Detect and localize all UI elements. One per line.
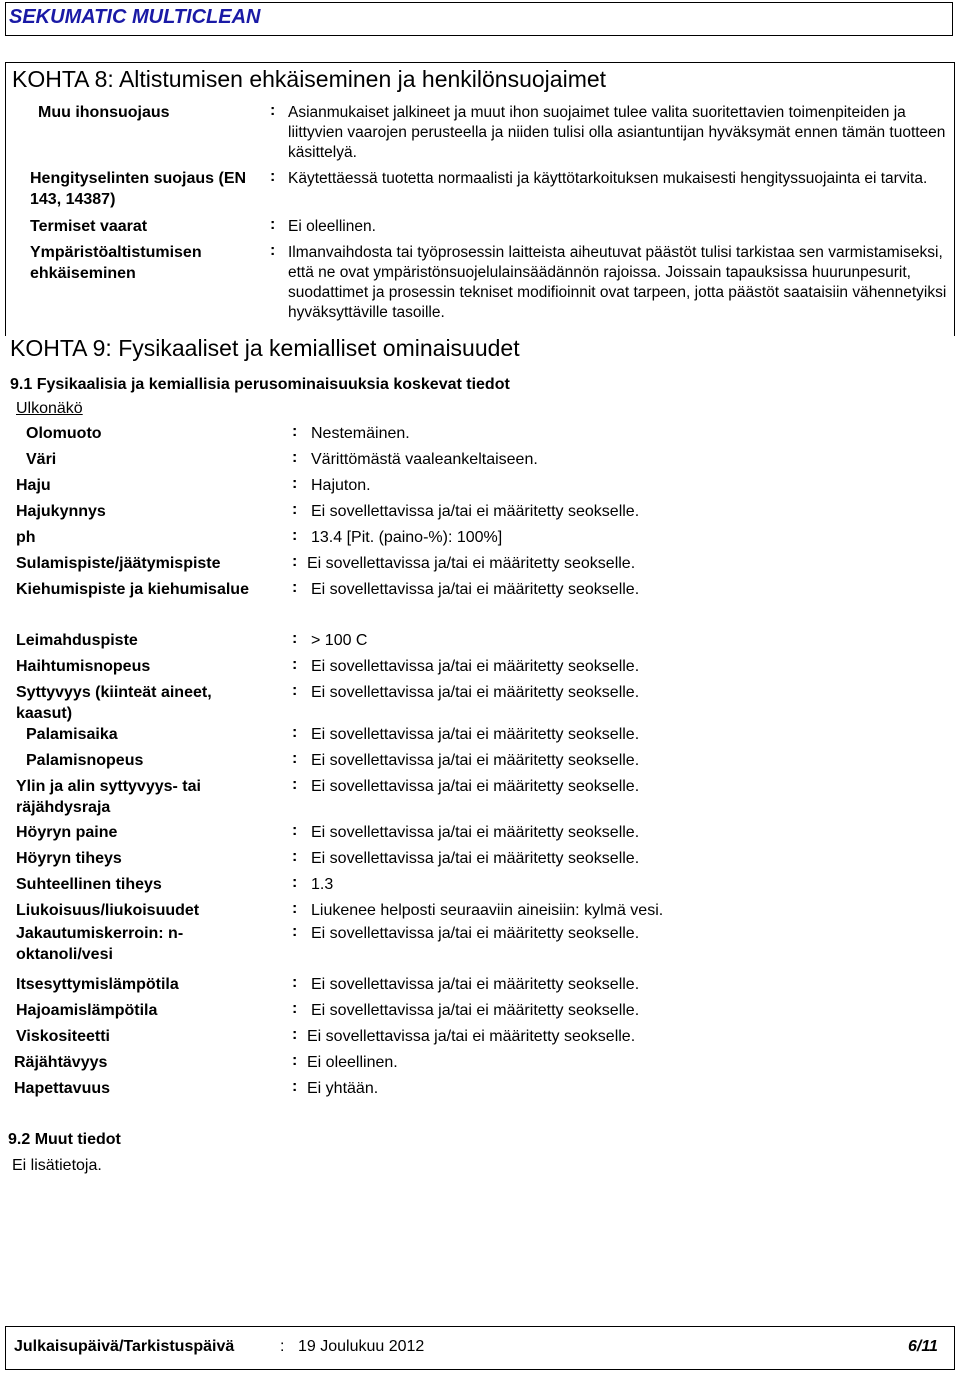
text-thermal-hazards: Ei oleellinen. bbox=[288, 218, 376, 235]
text-respiratory-protection: Käytettäessä tuotetta normaalisti ja käyttötarkoituksen mukaisesti hengityssuojainta ei tarvita. bbox=[288, 170, 928, 187]
prop-value-explosive-properties: Ei oleellinen. bbox=[307, 1054, 398, 1071]
colon: : bbox=[292, 750, 298, 767]
colon: : bbox=[292, 874, 298, 891]
prop-value-burning-time: Ei sovellettavissa ja/tai ei määritetty seokselle. bbox=[311, 726, 640, 743]
prop-value-partition-coefficient: Ei sovellettavissa ja/tai ei määritetty seokselle. bbox=[311, 925, 640, 942]
footer-date-label: Julkaisupäivä/Tarkistuspäivä bbox=[14, 1338, 235, 1355]
prop-label-odor-threshold: Hajukynnys bbox=[16, 503, 106, 520]
prop-label-form: Olomuoto bbox=[26, 425, 102, 442]
product-title: SEKUMATIC MULTICLEAN bbox=[9, 6, 261, 28]
prop-label-ph: ph bbox=[16, 529, 36, 546]
colon: : bbox=[292, 900, 298, 917]
label-other-skin-protection: Muu ihonsuojaus bbox=[38, 104, 170, 121]
prop-label-relative-density: Suhteellinen tiheys bbox=[16, 876, 162, 893]
prop-label-color: Väri bbox=[26, 451, 57, 468]
colon: : bbox=[292, 423, 298, 440]
prop-label-explosive-properties: Räjähtävyys bbox=[14, 1054, 108, 1071]
prop-value-flammability: Ei sovellettavissa ja/tai ei määritetty seokselle. bbox=[311, 684, 640, 701]
prop-value-burning-rate: Ei sovellettavissa ja/tai ei määritetty seokselle. bbox=[311, 752, 640, 769]
prop-value-flash-point: > 100 C bbox=[311, 632, 368, 649]
prop-value-oxidizing-properties: Ei yhtään. bbox=[307, 1080, 379, 1097]
prop-label-flash-point: Leimahduspiste bbox=[16, 632, 138, 649]
prop-label-boiling-point: Kiehumispiste ja kiehumisalue bbox=[16, 581, 249, 598]
prop-value-decomposition-temperature: Ei sovellettavissa ja/tai ei määritetty seokselle. bbox=[311, 1002, 640, 1019]
colon: : bbox=[292, 923, 298, 940]
colon: : bbox=[292, 1026, 298, 1043]
prop-value-evaporation-rate: Ei sovellettavissa ja/tai ei määritetty seokselle. bbox=[311, 658, 640, 675]
colon: : bbox=[292, 1052, 298, 1069]
prop-label-explosive-limits: Ylin ja alin syttyvyys- tai räjähdysraja bbox=[16, 778, 201, 816]
prop-value-autoignition-temperature: Ei sovellettavissa ja/tai ei määritetty seokselle. bbox=[311, 976, 640, 993]
colon: : bbox=[270, 242, 276, 259]
prop-label-melting-point: Sulamispiste/jäätymispiste bbox=[16, 555, 221, 572]
label-thermal-hazards: Termiset vaarat bbox=[30, 218, 148, 235]
prop-label-solubility: Liukoisuus/liukoisuudet bbox=[16, 902, 200, 919]
prop-value-ph: 13.4 [Pit. (paino-%): 100%] bbox=[311, 529, 503, 546]
footer-date-value: 19 Joulukuu 2012 bbox=[298, 1338, 425, 1355]
prop-value-melting-point: Ei sovellettavissa ja/tai ei määritetty seokselle. bbox=[307, 555, 636, 572]
prop-label-viscosity: Viskositeetti bbox=[16, 1028, 110, 1045]
text-environmental-exposure: Ilmanvaihdosta tai työprosessin laitteista aiheutuvat päästöt tulisi tarkistaa sen varmistamiseksi, että ne ovat ympäristönsuojelulainsäädännön rajoissa. Joissain tapauksissa huurunpesurit, suodattimet ja prosessin tekniset modifioinnit ovat tarpeen, jotta päästöt saataisiin vähennetyiksi hyväksyttäville tasoille. bbox=[288, 244, 947, 321]
colon: : bbox=[292, 974, 298, 991]
section8-heading: KOHTA 8: Altistumisen ehkäiseminen ja henkilönsuojaimet bbox=[12, 66, 607, 92]
text-other-skin-protection: Asianmukaiset jalkineet ja muut ihon suojaimet tulee valita suoritettavien toimenpiteiden ja liittyvien vaarojen perusteella ja niiden tulisi olla asiantuntijan hyväksymät ennen tämän tuotteen käsittelyä. bbox=[288, 104, 946, 161]
colon: : bbox=[292, 1000, 298, 1017]
colon: : bbox=[292, 449, 298, 466]
prop-label-burning-time: Palamisaika bbox=[26, 726, 118, 743]
prop-label-vapor-density: Höyryn tiheys bbox=[16, 850, 122, 867]
colon: : bbox=[270, 216, 276, 233]
prop-label-vapor-pressure: Höyryn paine bbox=[16, 824, 118, 841]
prop-label-autoignition-temperature: Itsesyttymislämpötila bbox=[16, 976, 179, 993]
colon: : bbox=[292, 656, 298, 673]
prop-value-form: Nestemäinen. bbox=[311, 425, 410, 442]
label-environmental-exposure: Ympäristöaltistumisen ehkäiseminen bbox=[30, 244, 202, 282]
prop-label-odor: Haju bbox=[16, 477, 51, 494]
colon: : bbox=[292, 630, 298, 647]
colon: : bbox=[292, 682, 298, 699]
prop-value-viscosity: Ei sovellettavissa ja/tai ei määritetty seokselle. bbox=[307, 1028, 636, 1045]
prop-value-explosive-limits: Ei sovellettavissa ja/tai ei määritetty seokselle. bbox=[311, 778, 640, 795]
colon: : bbox=[292, 527, 298, 544]
colon: : bbox=[292, 553, 298, 570]
prop-label-evaporation-rate: Haihtumisnopeus bbox=[16, 658, 151, 675]
prop-value-boiling-point: Ei sovellettavissa ja/tai ei määritetty seokselle. bbox=[311, 581, 640, 598]
colon: : bbox=[292, 848, 298, 865]
colon: : bbox=[292, 501, 298, 518]
prop-value-odor: Hajuton. bbox=[311, 477, 371, 494]
prop-value-solubility: Liukenee helposti seuraaviin aineisiin: kylmä vesi. bbox=[311, 902, 664, 919]
colon: : bbox=[292, 724, 298, 741]
label-respiratory-protection: Hengityselinten suojaus (EN 143, 14387) bbox=[30, 170, 247, 208]
colon: : bbox=[292, 1078, 298, 1095]
appearance-heading: Ulkonäkö bbox=[16, 400, 83, 417]
prop-value-color: Värittömästä vaaleankeltaiseen. bbox=[311, 451, 538, 468]
section9-heading: KOHTA 9: Fysikaaliset ja kemialliset ominaisuudet bbox=[10, 335, 520, 361]
colon: : bbox=[270, 168, 276, 185]
prop-label-partition-coefficient: Jakautumiskerroin: n-oktanoli/vesi bbox=[16, 925, 184, 963]
colon: : bbox=[292, 579, 298, 596]
prop-value-vapor-density: Ei sovellettavissa ja/tai ei määritetty seokselle. bbox=[311, 850, 640, 867]
other-info-text: Ei lisätietoja. bbox=[12, 1157, 102, 1174]
prop-label-decomposition-temperature: Hajoamislämpötila bbox=[16, 1002, 158, 1019]
subsection-9-2-heading: 9.2 Muut tiedot bbox=[8, 1131, 121, 1148]
subsection-9-1-heading: 9.1 Fysikaalisia ja kemiallisia perusominaisuuksia koskevat tiedot bbox=[10, 376, 510, 393]
colon: : bbox=[292, 822, 298, 839]
page-number: 6/11 bbox=[908, 1338, 938, 1355]
prop-value-vapor-pressure: Ei sovellettavissa ja/tai ei määritetty seokselle. bbox=[311, 824, 640, 841]
prop-label-burning-rate: Palamisnopeus bbox=[26, 752, 144, 769]
prop-value-relative-density: 1.3 bbox=[311, 876, 334, 893]
colon: : bbox=[292, 776, 298, 793]
prop-label-flammability: Syttyvyys (kiinteät aineet, kaasut) bbox=[16, 684, 212, 722]
colon: : bbox=[270, 102, 276, 119]
colon: : bbox=[280, 1338, 285, 1355]
prop-label-oxidizing-properties: Hapettavuus bbox=[14, 1080, 111, 1097]
prop-value-odor-threshold: Ei sovellettavissa ja/tai ei määritetty seokselle. bbox=[311, 503, 640, 520]
colon: : bbox=[292, 475, 298, 492]
